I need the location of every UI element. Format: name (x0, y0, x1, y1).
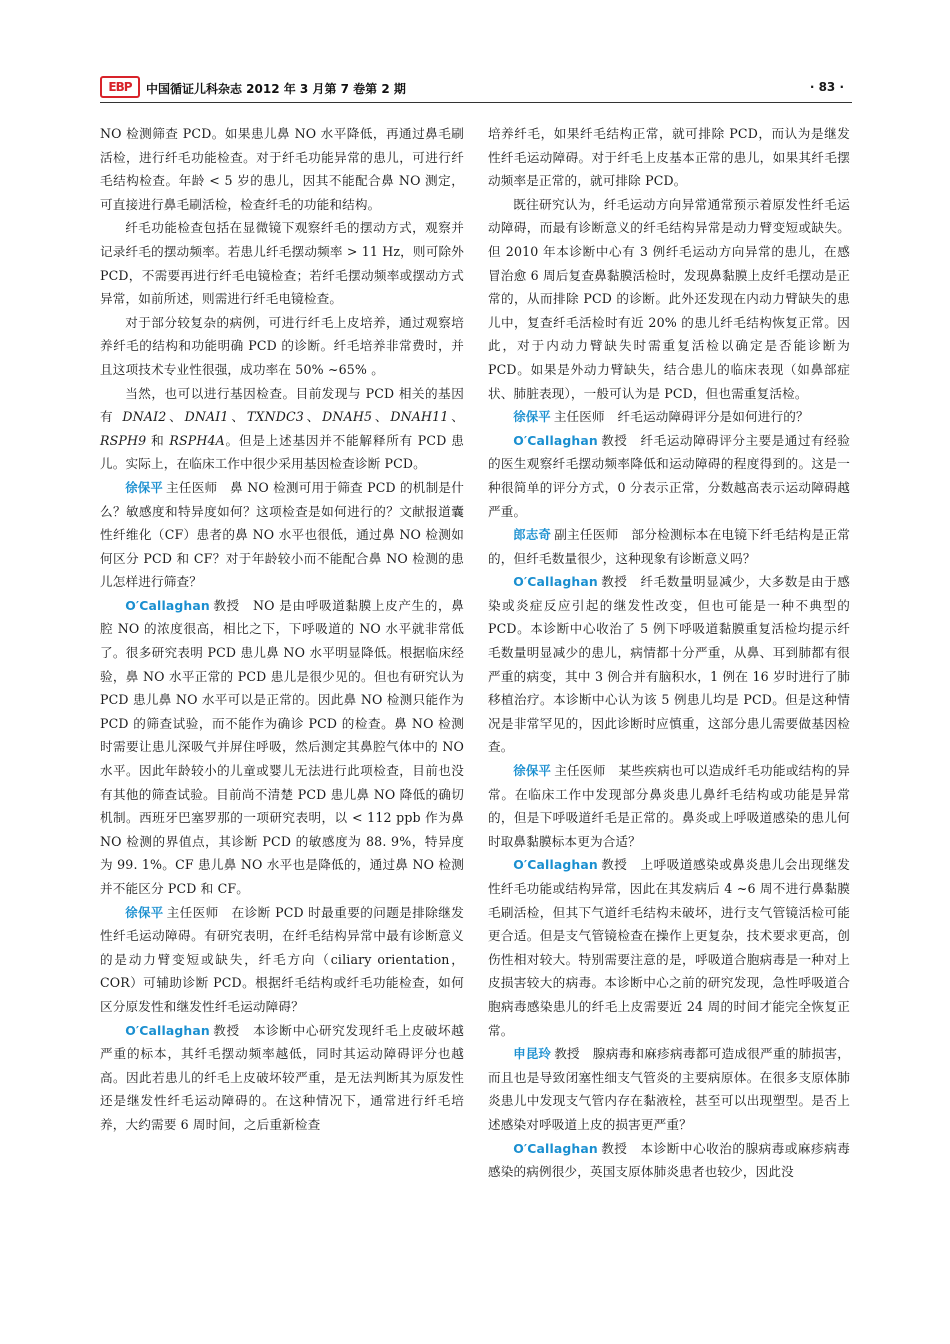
gene-name: RSPH9 (100, 432, 147, 448)
page-header (100, 76, 852, 103)
gene-name: DNAI1 (184, 409, 229, 425)
text-segment: 当然，也可以进行基因检查。目前发现与 PCD 相关的基因有 (100, 385, 464, 425)
dialogue-paragraph (488, 570, 850, 759)
dialogue-paragraph (100, 1019, 464, 1137)
dialogue-text: 主任医师 纤毛运动障碍评分是如何进行的？ (553, 409, 809, 425)
speaker-name: O′Callaghan (513, 857, 598, 873)
dialogue-text: 主任医师 某些疾病也可以造成纤毛功能或结构的异常。在临床工作中发现部分鼻炎患儿鼻纤毛结构或功能是异常的，但是下呼吸道纤毛是正常的。鼻炎或上呼吸道感染的患儿何时取鼻黏膜标本更为合适？ (488, 763, 851, 849)
separator: 和 (146, 432, 170, 448)
dialogue-paragraph (488, 759, 850, 853)
dialogue-text: 教授 上呼吸道感染或鼻炎患儿会出现继发性纤毛功能或结构异常，因此在其发病后 4 ~6 周不进行鼻黏膜毛刷活检，但其下气道纤毛结构未破坏，进行支气管镜活检可能更合适。但是支气管镜检查在操作上更复杂，技术要求更高，创伤性相对较大。特别需要注意的是，呼吸道合胞病毒是一种对上皮损害较大的病毒。本诊断中心之前的研究发现，急性呼吸道合胞病毒感染患儿的纤毛上皮需要近 24 周的时间才能完全恢复正常。 (488, 857, 850, 1038)
paragraph: NO 检测筛查 PCD。如果患儿鼻 NO 水平降低，再通过鼻毛刷活检，进行纤毛功能检查。对于纤毛功能异常的患儿，可进行纤毛结构检查。年龄 < 5 岁的患儿，因其不能配合鼻 NO 测定，可直接进行鼻毛刷活检，检查纤毛的功能和结构。 (100, 126, 464, 212)
dialogue-text: 主任医师 在诊断 PCD 时最重要的问题是排除继发性纤毛运动障碍。有研究表明，在纤毛结构异常中最有诊断意义的是动力臂变短或缺失，纤毛方向（ciliary orientation，COR）可辅助诊断 PCD。根据纤毛结构或纤毛功能检查，如何区分原发性和继发性纤毛运动障碍？ (100, 904, 464, 1014)
separator: 、 (372, 409, 391, 425)
dialogue-paragraph (488, 1042, 850, 1136)
dialogue-text: 教授 NO 是由呼吸道黏膜上皮产生的，鼻腔 NO 的浓度很高，相比之下，下呼吸道的 NO 水平就非常低了。很多研究表明 PCD 患儿鼻 NO 水平明显降低。根据临床经验，鼻 NO 水平正常的 PCD 患儿是很少见的。但也有研究认为 PCD 患儿鼻 NO 水平可以是正常的。因此鼻 NO 检测只能作为 PCD 的筛查试验，而不能作为确诊 PCD 的检查。鼻 NO 检测时需要让患儿深吸气并屏住呼吸，然后测定其鼻腔气体中的 NO 水平。因此年龄较小的儿童或婴儿无法进行此项检查，目前也没有其他的筛查试验。目前尚不清楚 PCD 患儿鼻 NO 降低的确切机制。西班牙巴塞罗那的一项研究表明，以 < 112 ppb 作为鼻 NO 检测的界值点，其诊断 PCD 的敏感度为 88. 9%，特异度为 99. 1%。CF 患儿鼻 NO 水平也是降低的，通过鼻 NO 检测并不能区分 PCD 和 CF。 (100, 597, 464, 896)
dialogue-paragraph (488, 405, 850, 429)
speaker-name: O′Callaghan (125, 597, 210, 613)
dialogue-paragraph (100, 594, 464, 901)
dialogue-paragraph (100, 901, 464, 1019)
paragraph: 培养纤毛，如果纤毛结构正常，就可排除 PCD，而认为是继发性纤毛运动障碍。对于纤毛上皮基本正常的患儿，如果其纤毛摆动频率是正常的，就可排除 PCD。 (488, 126, 850, 189)
speaker-name: O′Callaghan (513, 432, 598, 448)
dialogue-text: 副主任医师 部分检测标本在电镜下纤毛结构是正常的，但纤毛数量很少，这种现象有诊断意义吗？ (488, 527, 851, 566)
speaker-name: 郎志奇 (513, 527, 552, 543)
speaker-name: 徐保平 (513, 409, 551, 425)
journal-logo: EBP (100, 76, 140, 98)
dialogue-paragraph (488, 853, 850, 1042)
left-column (100, 122, 464, 1137)
right-column (488, 122, 850, 1184)
gene-name: DNAH5 (322, 409, 373, 425)
dialogue-text: 主任医师 鼻 NO 检测可用于筛查 PCD 的机制是什么？敏感度和特异度如何？这项检查是如何进行的？文献报道囊性纤维化（CF）患者的鼻 NO 水平也很低，通过鼻 NO 检测如何区分 PCD 和 CF？对于年龄较小而不能配合鼻 NO 检测的患儿怎样进行筛查？ (100, 479, 464, 590)
speaker-name: O′Callaghan (513, 574, 598, 590)
speaker-name: 徐保平 (125, 904, 164, 920)
gene-name: RSPH4A (169, 432, 225, 448)
speaker-name: O′Callaghan (125, 1022, 210, 1038)
separator: 、 (303, 409, 323, 425)
speaker-name: 徐保平 (513, 763, 552, 779)
gene-name: TXNDC3 (246, 409, 304, 425)
dialogue-text: 教授 腺病毒和麻疹病毒都可造成很严重的肺损害，而且也是导致闭塞性细支气管炎的主要病原体。在很多支原体肺炎患儿中发现支气管内存在黏液栓，甚至可以出现塑型。是否上述感染对呼吸道上皮的损害更严重？ (488, 1046, 851, 1132)
gene-name: DNAI2 (122, 409, 167, 425)
paragraph: 既往研究认为，纤毛运动方向异常通常预示着原发性纤毛运动障碍，而最有诊断意义的纤毛结构异常是动力臂变短或缺失。但 2010 年本诊断中心有 3 例纤毛运动方向异常的患儿，在感冒治愈 6 周后复查鼻黏膜活检时，发现鼻黏膜上皮纤毛摆动是正常的，从而排除 PCD 的诊断。此外还发现在内动力臂缺失的患儿中，复查纤毛活检时有近 20% 的患儿纤毛结构恢复正常。因此，对于内动力臂缺失时需重复活检以确定是否能诊断为 PCD。如果是外动力臂缺失，结合患儿的临床表现（如鼻部症状、肺脏表现），一般可认为是 PCD，但也需重复活检。 (488, 196, 850, 401)
dialogue-paragraph (488, 1137, 850, 1184)
speaker-name: 申昆玲 (513, 1046, 552, 1062)
dialogue-paragraph (100, 476, 464, 594)
dialogue-text: 教授 本诊断中心收治的腺病毒或麻疹病毒感染的病例很少，英国支原体肺炎患者也较少，因此没 (488, 1140, 850, 1180)
speaker-name: O′Callaghan (513, 1140, 598, 1156)
speaker-name: 徐保平 (125, 479, 164, 495)
text-segment: 。但是上述基因并不能解释所有 PCD 患儿。实际上，在临床工作中很少采用基因检查诊断 PCD。 (100, 432, 464, 472)
gene-paragraph (100, 382, 464, 476)
separator: 、 (166, 409, 185, 425)
journal-title: 中国循证儿科杂志 2012 年 3 月第 7 卷第 2 期 (146, 82, 406, 96)
paragraph: 纤毛功能检查包括在显微镜下观察纤毛的摆动方式，观察并记录纤毛的摆动频率。若患儿纤毛摆动频率 > 11 Hz，则可除外 PCD，不需要再进行纤毛电镜检查；若纤毛摆动频率或摆动方式异常，如前所述，则需进行纤毛电镜检查。 (100, 220, 464, 307)
page-number: · 83 · (809, 80, 844, 94)
paragraph: 对于部分较复杂的病例，可进行纤毛上皮培养，通过观察培养纤毛的结构和功能明确 PCD 的诊断。纤毛培养非常费时，并且这项技术专业性很强，成功率在 50% ~65% 。 (100, 314, 464, 377)
dialogue-text: 教授 纤毛数量明显减少，大多数是由于感染或炎症反应引起的继发性改变，但也可能是一种不典型的 PCD。本诊断中心收治了 5 例下呼吸道黏膜重复活检均提示纤毛数量明显减少的患儿，病情都十分严重，从鼻、耳到肺都有很严重的病变，其中 3 例合并有脑积水，1 例在 16 岁时进行了肺移植治疗。本诊断中心认为该 5 例患儿均是 PCD。但是这种情况是非常罕见的，因此诊断时应慎重，这部分患儿需要做基因检查。 (488, 574, 850, 755)
dialogue-text: 教授 纤毛运动障碍评分主要是通过有经验的医生观察纤毛摆动频率降低和运动障碍的程度得到的。这是一种很简单的评分方式，0 分表示正常，分数越高表示运动障碍越严重。 (488, 432, 850, 519)
dialogue-paragraph (488, 523, 850, 570)
dialogue-text: 教授 本诊断中心研究发现纤毛上皮破坏越严重的标本，其纤毛摆动频率越低，同时其运动障碍评分也越高。因此若患儿的纤毛上皮破坏较严重，是无法判断其为原发性还是继发性纤毛运动障碍的。在这种情况下，通常进行纤毛培养，大约需要 6 周时间，之后重新检查 (100, 1022, 464, 1132)
gene-name: DNAH11 (390, 409, 449, 425)
dialogue-paragraph (488, 429, 850, 523)
separator: 、 (448, 409, 465, 425)
separator: 、 (228, 409, 247, 425)
